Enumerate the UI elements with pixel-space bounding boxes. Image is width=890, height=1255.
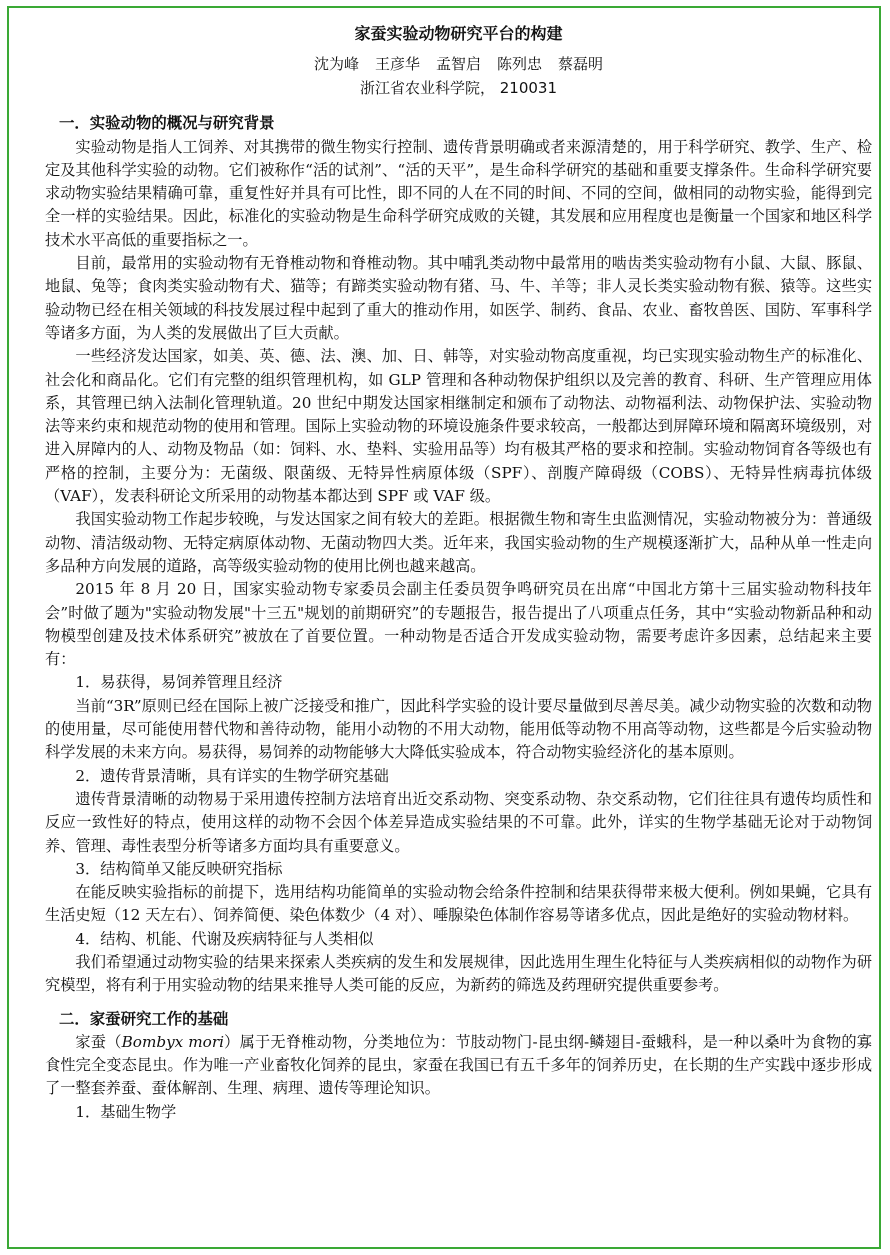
paragraph-text: 家蚕（	[75, 1032, 122, 1051]
paragraph: 我们希望通过动物实验的结果来探索人类疾病的发生和发展规律，因此选用生理生化特征与人类疾病相似的动物作为研究模型，将有利于用实验动物的结果来推导人类可能的反应，为新药的筛选及药理研究提供重要参考。	[45, 952, 872, 995]
paragraph-text: ）属于无脊椎动物，分类地位为：节肢动物门-昆虫纲-鳞翅目-蚕蛾科，是一种以桑叶为食物的寡食性完全变态昆虫。作为唯一产业畜牧化饲养的昆虫，家蚕在我国已有五千多年的饲养历史，在长期的生产实践中逐步形成了一整套养蚕、蚕体解剖、生理、病理、遗传等理论知识。	[45, 1032, 872, 1098]
author-name: 陈列忠	[497, 55, 543, 74]
paragraph: 一些经济发达国家，如美、英、德、法、澳、加、日、韩等，对实验动物高度重视，均已实现实验动物生产的标准化、社会化和商品化。它们有完整的组织管理机构，如 GLP 管理和各种动物保护组织以及完善的教育、科研、生产管理应用体系，其管理已纳入法制化管理轨道。20 世纪中期发达国家相继制定和颁布了动物法、动物福利法、动物保护法、实验动物法等来约束和规范动物的使用和管理。国际上实验动物的环境设施条件要求较高，一般都达到屏障环境和隔离环境级别，对进入屏障内的人、动物及物品（如：饲料、水、垫料、实验用品等）均有极其严格的要求和控制。实验动物饲育各等级也有严格的控制，主要分为：无菌级、限菌级、无特异性病原体级（SPF）、剖腹产障碍级（COBS）、无特异性病毒抗体级（VAF），发表科研论文所采用的动物基本都达到 SPF 或 VAF 级。	[45, 347, 872, 506]
list-item-heading: 1．基础生物学	[75, 1102, 177, 1121]
author-list	[45, 52, 872, 76]
section-heading: 二．家蚕研究工作的基础	[59, 1009, 229, 1028]
list-item-heading: 2．遗传背景清晰，具有详实的生物学研究基础	[75, 766, 389, 785]
paragraph: 实验动物是指人工饲养、对其携带的微生物实行控制、遗传背景明确或者来源清楚的，用于科学研究、教学、生产、检定及其他科学实验的动物。它们被称作“活的试剂”、“活的天平”，是生命科学研究的基础和重要支撑条件。生命科学研究要求动物实验结果精确可靠，重复性好并具有可比性，即不同的人在不同的时间、不同的空间，做相同的动物实验，能得到完全一样的实验结果。因此，标准化的实验动物是生命科学研究成败的关键，其发展和应用程度也是衡量一个国家和地区科学技术水平高低的重要指标之一。	[45, 137, 872, 249]
paragraph: 遗传背景清晰的动物易于采用遗传控制方法培育出近交系动物、突变系动物、杂交系动物，它们往往具有遗传均质性和反应一致性好的特点，使用这样的动物不会因个体差异造成实验结果的不可靠。此外，详实的生物学基础无论对于动物饲养、管理、毒性表型分析等诸多方面均具有重要意义。	[45, 789, 872, 855]
author-name: 蔡磊明	[558, 55, 604, 74]
document-body	[45, 22, 872, 1124]
paragraph	[45, 1031, 872, 1101]
paragraph: 目前，最常用的实验动物有无脊椎动物和脊椎动物。其中哺乳类动物中最常用的啮齿类实验动物有小鼠、大鼠、豚鼠、地鼠、兔等；食肉类实验动物有犬、猫等；有蹄类实验动物有猪、马、牛、羊等；非人灵长类实验动物有猴、猿等。这些实验动物已经在相关领域的科技发展过程中起到了重大的推动作用，如医学、制药、食品、农业、畜牧兽医、国防、军事科学等诸多方面，为人类的发展做出了巨大贡献。	[45, 254, 872, 342]
author-name: 沈为峰	[313, 55, 359, 74]
scientific-name: Bombyx mori	[121, 1032, 224, 1051]
paragraph: 当前“3R”原则已经在国际上被广泛接受和推广，因此科学实验的设计要尽量做到尽善尽美。减少动物实验的次数和动物的使用量，尽可能使用替代物和善待动物，能用小动物的不用大动物，能用低等动物不用高等动物，这些都是今后实验动物科学发展的未来方向。易获得，易饲养的动物能够大大降低实验成本，符合动物实验经济化的基本原则。	[45, 696, 872, 762]
paragraph: 我国实验动物工作起步较晚，与发达国家之间有较大的差距。根据微生物和寄生虫监测情况，实验动物被分为：普通级动物、清洁级动物、无特定病原体动物、无菌动物四大类。近年来，我国实验动物的生产规模逐渐扩大，品种从单一性走向多品种方向发展的道路，高等级实验动物的使用比例也越来越高。	[45, 510, 872, 575]
section-2	[45, 1008, 872, 1124]
document-title: 家蚕实验动物研究平台的构建	[354, 24, 563, 43]
author-name: 孟智启	[435, 55, 481, 74]
list-item-heading: 4．结构、机能、代谢及疾病特征与人类相似	[75, 929, 374, 948]
list-item-heading: 1．易获得，易饲养管理且经济	[75, 673, 283, 692]
paragraph: 2015 年 8 月 20 日，国家实验动物专家委员会副主任委员贺争鸣研究员在出席“中国北方第十三届实验动物科技年会”时做了题为"实验动物发展"十三五"规划的前期研究”的专题报告，报告提出了八项重点任务，其中“实验动物新品种和动物模型创建及技术体系研究”被放在了首要位置。一种动物是否适合开发成实验动物，需要考虑许多因素，总结起来主要有：	[45, 580, 872, 669]
list-item-heading: 3．结构简单又能反映研究指标	[75, 859, 283, 878]
section-heading: 一．实验动物的概况与研究背景	[59, 114, 275, 133]
paragraph: 在能反映实验指标的前提下，选用结构功能简单的实验动物会给条件控制和结果获得带来极大便利。例如果蝇，它具有生活史短（12 天左右）、饲养简便、染色体数少（4 对）、唾腺染色体制作容易等诸多优点，因此是绝好的实验动物材料。	[45, 883, 872, 925]
section-1	[45, 112, 872, 997]
affiliation: 浙江省农业科学院， 210031	[359, 79, 558, 98]
author-name: 王彦华	[374, 55, 420, 74]
